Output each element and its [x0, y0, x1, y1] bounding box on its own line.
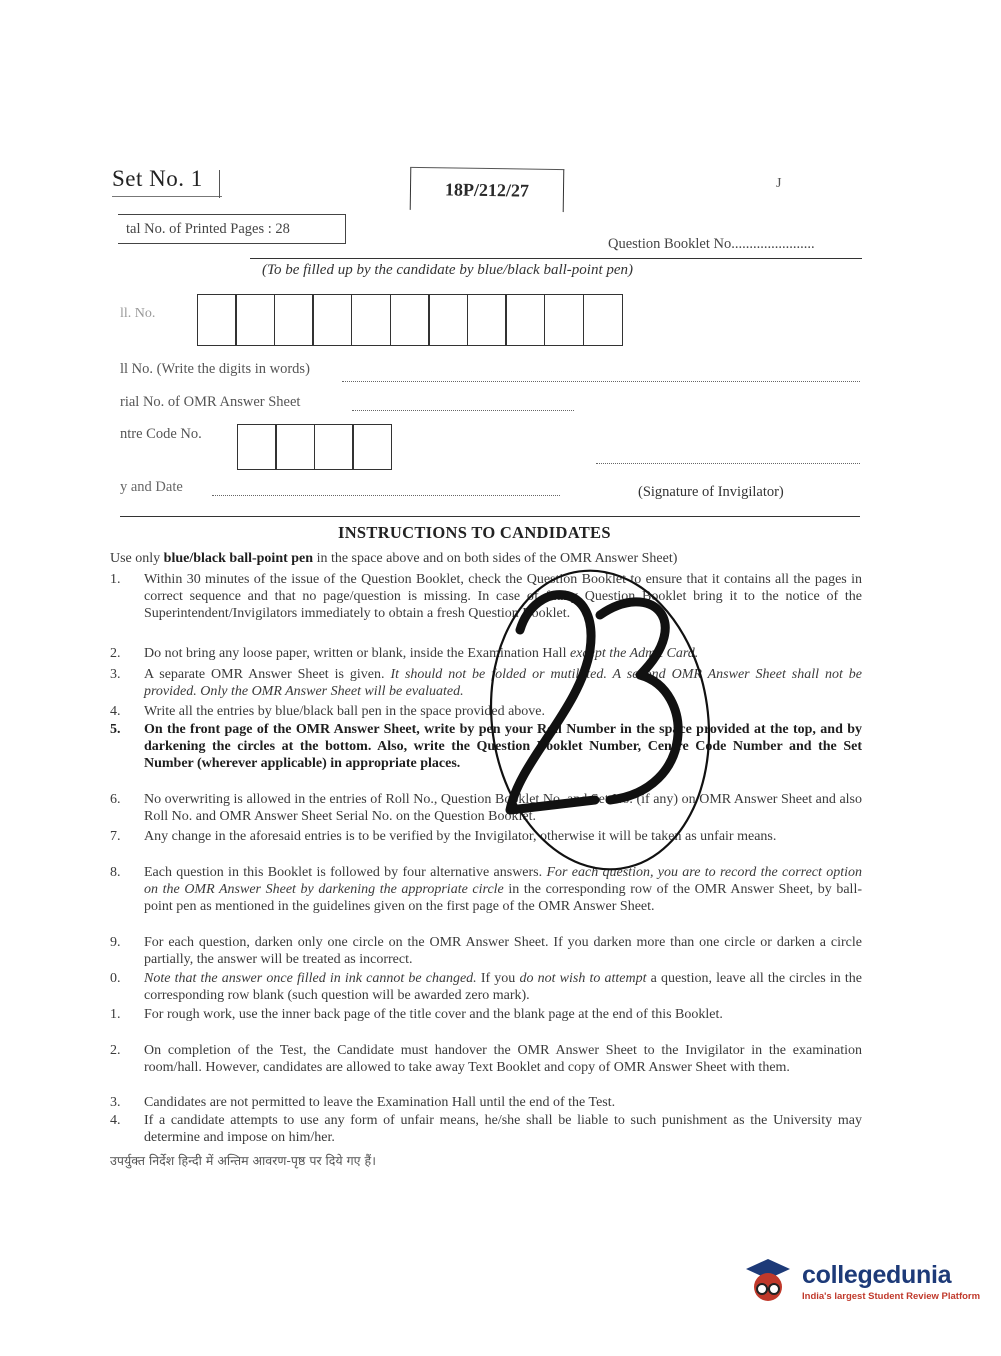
item-text: For each question, darken only one circle on the OMR Answer Sheet. If you darken more than one circle or darken a circle partially, the answer will be treated as incorrect. [144, 935, 862, 968]
centre-digit-box[interactable] [237, 424, 277, 470]
item-text: For rough work, use the inner back page of the title cover and the blank page at the end of this Booklet. [144, 1007, 723, 1022]
hindi-note: उपर्युक्त निर्देश हिन्दी में अन्तिम आवरण-पृष्ठ पर दिये गए हैं। [110, 1153, 376, 1168]
roll-digit-box[interactable] [312, 294, 352, 346]
roll-digit-box[interactable] [544, 294, 584, 346]
question-booklet-no: Question Booklet No....................... [608, 236, 815, 252]
roll-digit-box[interactable] [428, 294, 468, 346]
centre-digit-box[interactable] [275, 424, 315, 470]
instructions-title: INSTRUCTIONS TO CANDIDATES [338, 523, 611, 542]
roll-no-label: ll. No. [120, 306, 156, 321]
intro-bold: blue/black ball-point pen [163, 551, 314, 566]
paper-code: 18P/212/27 [410, 167, 565, 212]
instruction-item [110, 1112, 862, 1146]
item-number: 0. [110, 971, 121, 986]
mascot-icon [742, 1255, 794, 1307]
set-number: Set No. 1 [112, 166, 203, 191]
item-text-end: in the corresponding row of the OMR Answer Sheet, by ball-point pen as mentioned in the guidelines given on the first page of the OMR Answer Sheet. [144, 882, 862, 915]
item-text-italic: It should not be folded or mutilated. A second OMR Answer Sheet shall not be provided. Only the OMR Answer Sheet will be evaluated. [144, 667, 862, 700]
invigilator-signature-label: (Signature of Invigilator) [638, 484, 784, 500]
item-text-bold: On the front page of the OMR Answer Sheet, write by pen your Roll Number in the space provided at the top, and by darkening the circles at the bottom. Also, write the Question Booklet Number, Centre Code Number and the Set Number (wherever applicable) in appropriate places. [144, 722, 862, 772]
instruction-item [110, 1006, 862, 1023]
item-text: If you [476, 971, 520, 986]
set-number-underline [112, 196, 222, 197]
item-text: On completion of the Test, the Candidate must handover the OMR Answer Sheet to the Invigilator in the examination room/hall. However, candidates are allowed to take away Text Booklet and copy of OMR Answer Sheet with them. [144, 1043, 862, 1076]
item-text: Any change in the aforesaid entries is to be verified by the Invigilator, otherwise it will be taken as unfair means. [144, 829, 777, 844]
item-number: 2. [110, 1043, 121, 1058]
item-number: 3. [110, 667, 121, 682]
item-text: No overwriting is allowed in the entries of Roll No., Question Booklet No. and Set No. (if any) on OMR Answer Sheet and also Roll No. and OMR Answer Sheet Serial No. on the Question Booklet. [144, 792, 862, 825]
roll-digit-box[interactable] [274, 294, 314, 346]
item-text-italic: except the Admit Card. [569, 646, 699, 661]
brand-name: collegedunia [802, 1260, 952, 1289]
item-text: Write all the entries by blue/black ball pen in the space provided above. [144, 704, 546, 719]
item-number: 8. [110, 865, 121, 880]
item-text-italic: do not wish to attempt [519, 971, 647, 986]
item-number: 9. [110, 935, 121, 950]
item-number: 1. [110, 572, 121, 587]
item-text-italic: For each question, you are to record the correct option on the OMR Answer Sheet by darkening the appropriate circle [144, 865, 862, 898]
omr-serial-label: rial No. of OMR Answer Sheet [120, 394, 301, 410]
centre-code-label: ntre Code No. [120, 426, 202, 442]
roll-words-line[interactable] [342, 381, 860, 382]
item-number: 6. [110, 792, 121, 807]
roll-digit-box[interactable] [505, 294, 545, 346]
roll-no-boxes[interactable] [198, 294, 623, 346]
item-text: A separate OMR Answer Sheet is given. [144, 667, 391, 682]
item-text-italic: Note that the answer once filled in ink cannot be changed. [144, 971, 477, 986]
item-number: 5. [110, 722, 121, 737]
item-number: 3. [110, 1095, 121, 1110]
centre-digit-box[interactable] [314, 424, 354, 470]
item-text: Do not bring any loose paper, written or blank, inside the Examination Hall [144, 646, 570, 661]
omr-serial-line[interactable] [352, 410, 574, 411]
tick-mark: J [776, 176, 782, 191]
roll-digit-box[interactable] [351, 294, 391, 346]
item-number: 1. [110, 1007, 121, 1022]
item-text: Each question in this Booklet is followed by four alternative answers. [144, 865, 547, 880]
printed-pages-box [118, 214, 346, 244]
roll-digit-box[interactable] [583, 294, 623, 346]
fill-note: (To be filled up by the candidate by blue/black ball-point pen) [262, 262, 634, 278]
intro-text-end: in the space above and on both sides of the OMR Answer Sheet) [313, 551, 678, 566]
centre-digit-box[interactable] [352, 424, 392, 470]
item-number: 2. [110, 646, 121, 661]
instruction-item [110, 970, 862, 1004]
day-date-line[interactable] [212, 495, 560, 496]
item-text: If a candidate attempts to use any form of unfair means, he/she shall be liable to such punishment as the University may determine and impose on him/her. [144, 1113, 862, 1146]
item-text: Within 30 minutes of the issue of the Question Booklet, check the Question Booklet to ensure that it contains all the pages in correct sequence and that no page/question is missing. In case of faulty Question Booklet bring it to the notice of the Superintendent/Invigilators immediately to obtain a fresh Question Booklet. [144, 572, 862, 622]
item-text: Candidates are not permitted to leave the Examination Hall until the end of the Test. [144, 1095, 616, 1110]
item-number: 7. [110, 829, 121, 844]
day-date-label: y and Date [120, 479, 183, 495]
roll-digit-box[interactable] [235, 294, 275, 346]
item-number: 4. [110, 1113, 121, 1128]
instruction-item [110, 934, 862, 968]
printed-pages-label: tal No. of Printed Pages : 28 [126, 220, 290, 237]
roll-words-label: ll No. (Write the digits in words) [120, 361, 310, 377]
header-rule [250, 258, 862, 259]
roll-digit-box[interactable] [197, 294, 237, 346]
invigilator-signature-line[interactable] [596, 463, 860, 464]
collegedunia-logo [742, 1255, 980, 1307]
brand-tagline: India's largest Student Review Platform [802, 1290, 981, 1302]
item-text-end: a question, leave all the circles in the corresponding row blank (such question will be awarded zero mark). [144, 971, 863, 1004]
handwritten-circled-number [480, 560, 720, 880]
roll-digit-box[interactable] [390, 294, 430, 346]
instruction-item [110, 1094, 862, 1111]
instruction-item [110, 1042, 862, 1076]
section-rule [120, 516, 860, 517]
item-number: 4. [110, 704, 121, 719]
centre-code-boxes[interactable] [238, 424, 392, 470]
roll-digit-box[interactable] [467, 294, 507, 346]
intro-text: Use only [110, 551, 164, 566]
set-number-bar [219, 170, 220, 198]
